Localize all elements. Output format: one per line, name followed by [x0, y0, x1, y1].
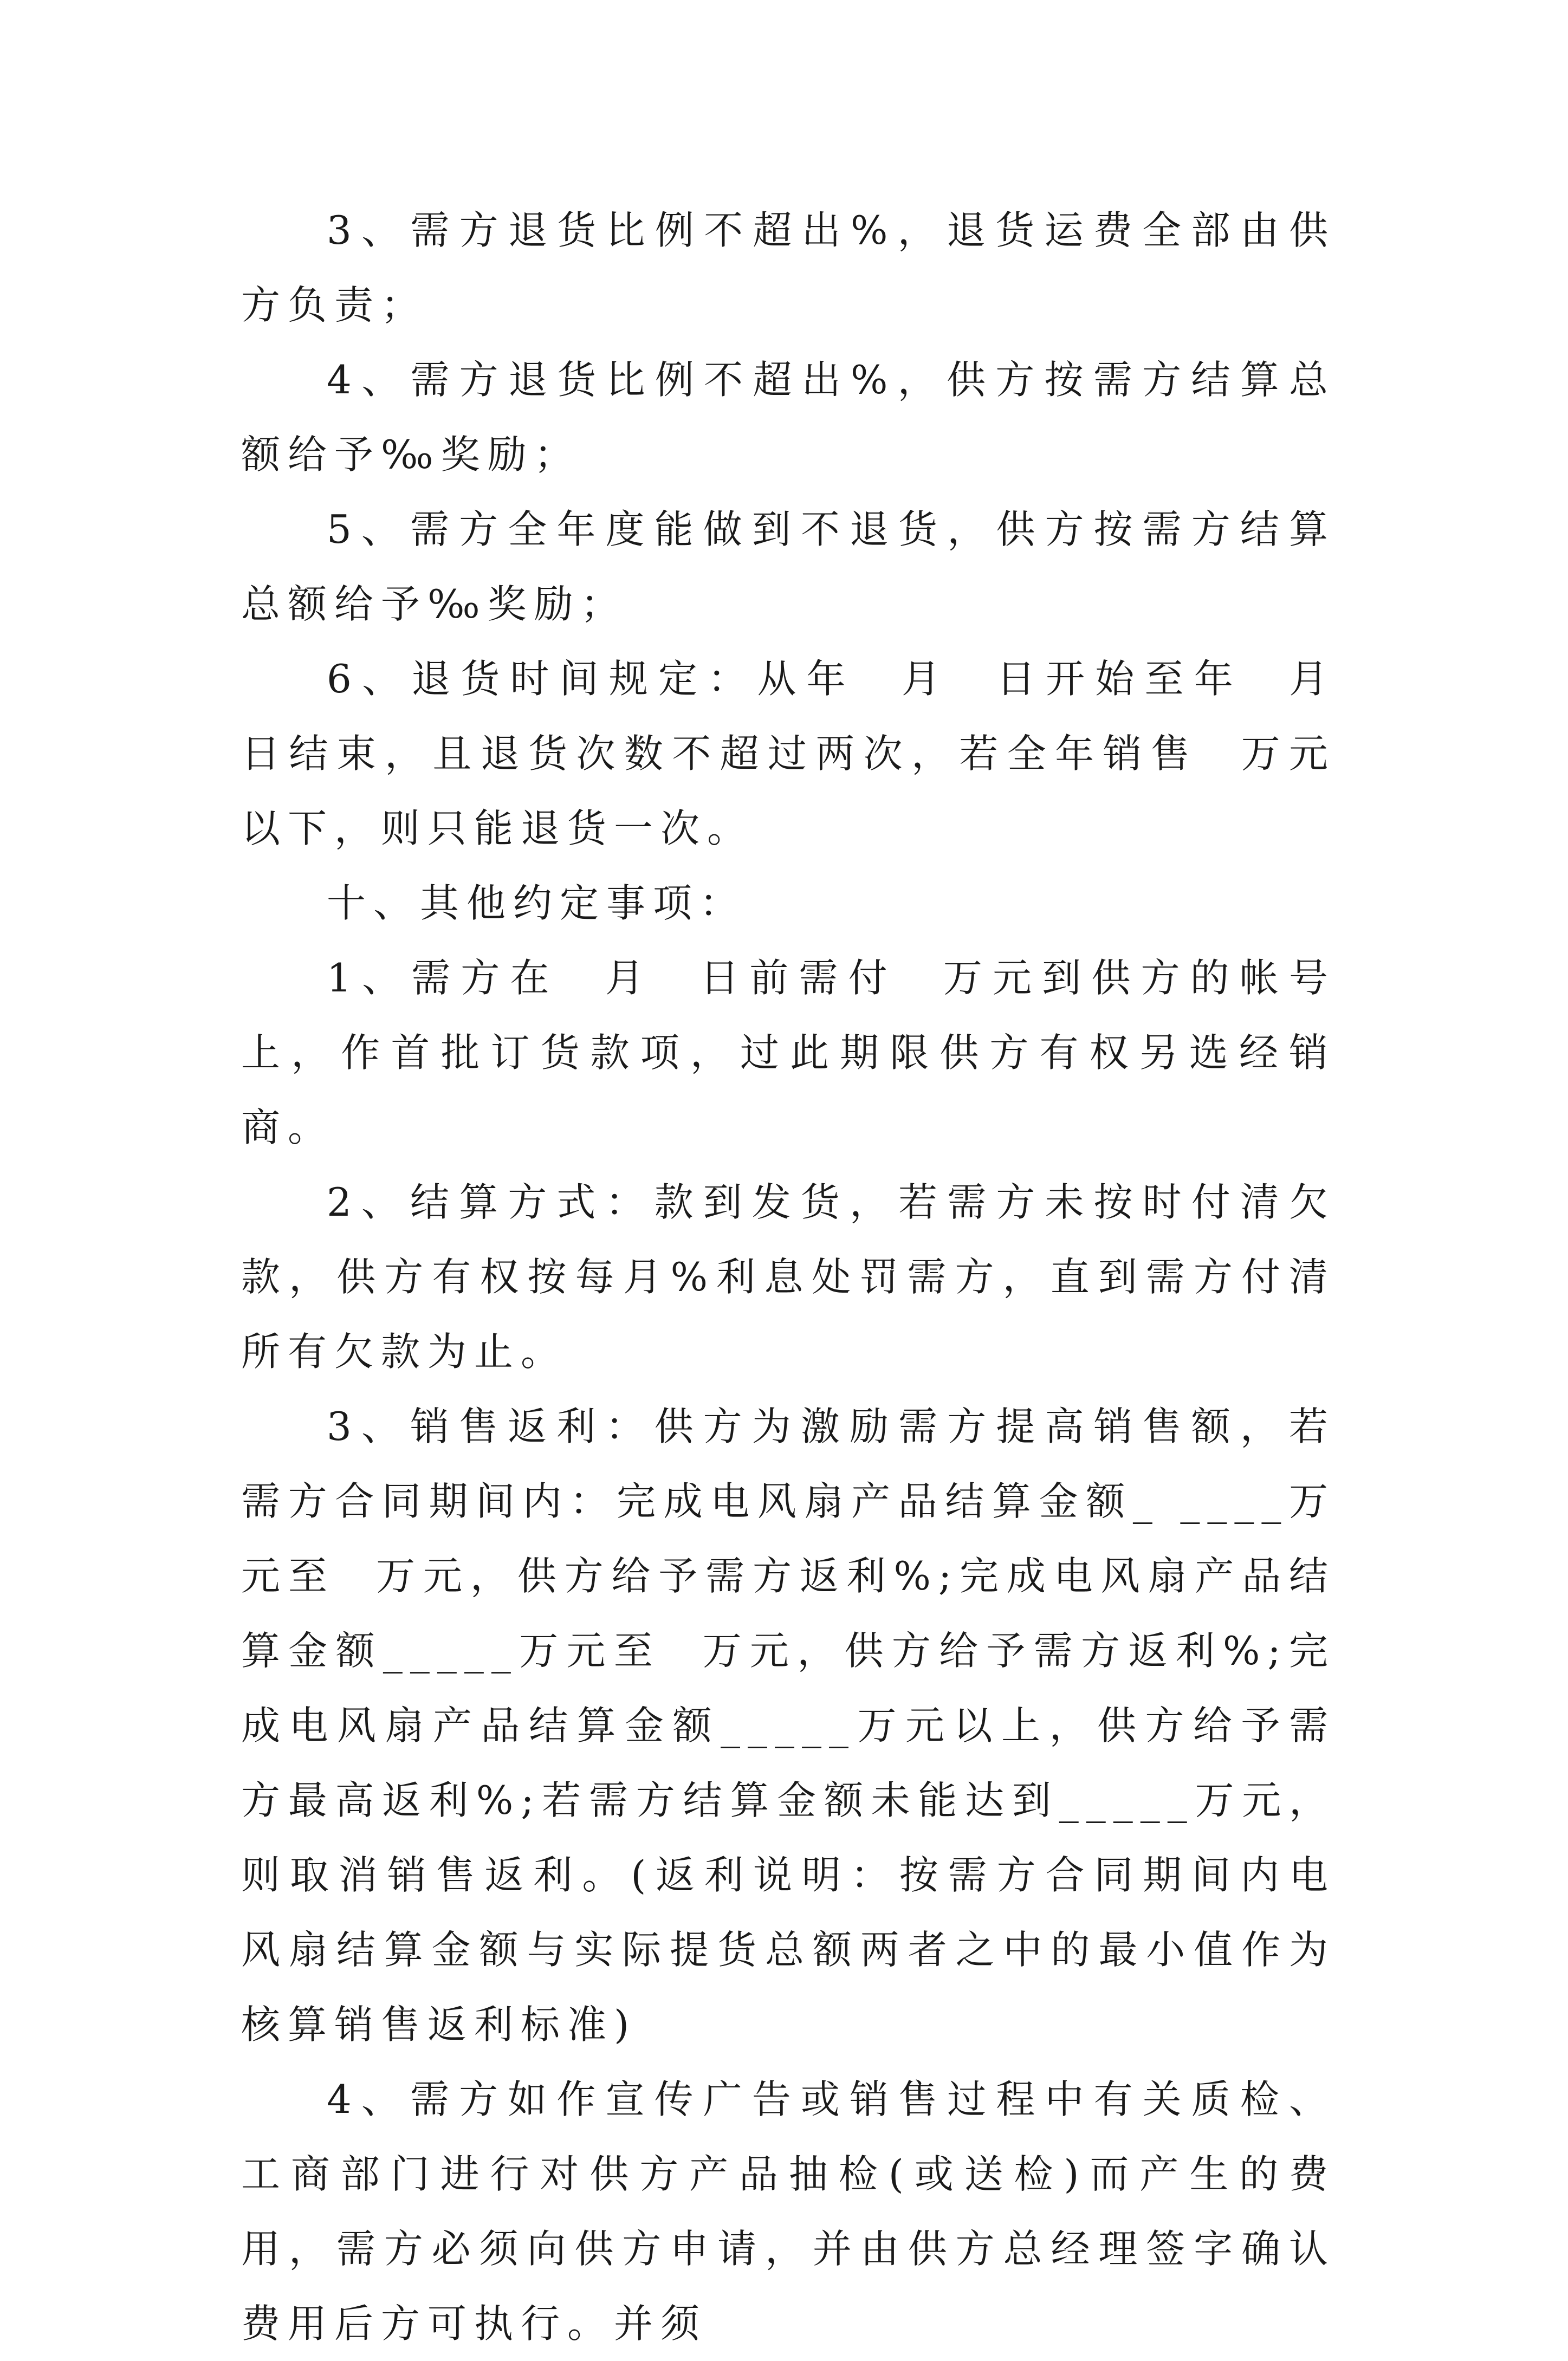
clause-4-inspection-fees: 4、需方如作宣传广告或销售过程中有关质检、工商部门进行对供方产品抽检(或送检)而产生的费用，需方必须向供方申请，并由供方总经理签字确认费用后方可执行。并须: [241, 2077, 1336, 2346]
clause-6-return-period: 6、退货时间规定：从年 月 日开始至年 月 日结束，且退货次数不超过两次，若全年销售 万元以下，则只能退货一次。: [241, 656, 1376, 851]
clause-3-sales-rebate: 3、销售返利：供方为激励需方提高销售额，若需方合同期间内：完成电风扇产品结算金额_ ____万元至 万元，供方给予需方返利%;完成电风扇产品结算金额_____万元至 万元，供方给予需方返利%;完成电风扇产品结算金额_____万元以上，供方给予需方最高返利%;若需方结算金额未能达到_____万元，则取消销售返利。(返利说明：按需方合同期间内电风扇结算金额与实际提货总额两者之中的最小值作为核算销售返利标准): [241, 1404, 1336, 2047]
document-body: [241, 193, 1376, 2361]
clause-5-no-return-reward: 5、需方全年度能做到不退货，供方按需方结算总额给予‰奖励；: [241, 507, 1336, 627]
clause-2-settlement: 2、结算方式：款到发货，若需方未按时付清欠款，供方有权按每月%利息处罚需方，直到需方付清所有欠款为止。: [241, 1179, 1336, 1374]
clause-4-return-reward: 4、需方退货比例不超出%，供方按需方结算总额给予‰奖励；: [241, 357, 1336, 477]
clause-1-first-payment: 1、需方在 月 日前需付 万元到供方的帐号上，作首批订货款项，过此期限供方有权另选经销商。: [241, 955, 1336, 1150]
section-10-heading: 十、其他约定事项：: [327, 880, 747, 926]
clause-3-return-freight: 3、需方退货比例不超出%，退货运费全部由供方负责；: [241, 207, 1336, 328]
